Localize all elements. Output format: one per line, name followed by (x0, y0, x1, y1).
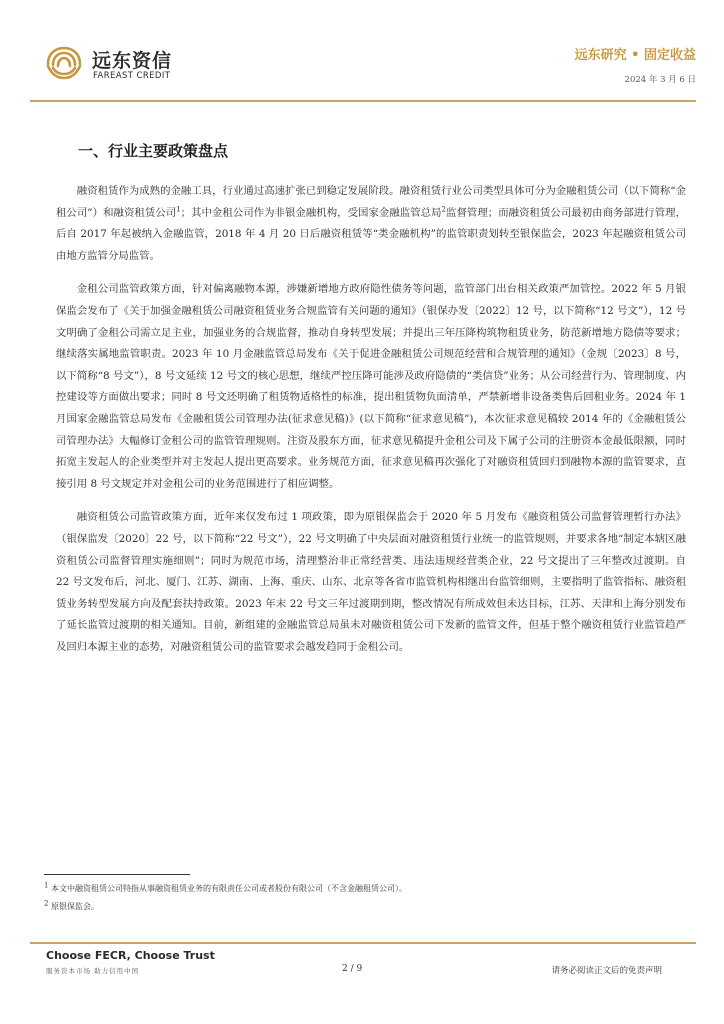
paragraph-3: 融资租赁公司监管政策方面，近年来仅发布过 1 项政策，即为原银保监会于 2020 年 5 月发布《融资租赁公司监督管理暂行办法》（银保监发〔2020〕22 号，以下简称“22 号文”），22 号文明确了中央层面对融资租赁行业统一的监管规则，并要求各地“制定本辖区融资租赁公司监督管理实施细则”；同时为规范市场，清理整治非正常经营类、违法违规经营类企业，22 号文提出了三年整改过渡期。自 22 号文发布后，河北、厦门、江苏、湖南、上海、重庆、山东、北京等各省市监管机构相继出台监管细则，主要指明了监管指标、融资租赁业务转型发展方向及配套扶持政策。2023 年末 22 号文三年过渡期到期，整改情况有所成效但未达目标，江苏、天津和上海分别发布了延长监管过渡期的相关通知。目前，新组建的金融监管总局虽未对融资租赁公司下发新的监管文件，但基于整个融资租赁行业监管趋严及回归本源主业的态势，对融资租赁公司的监管要求会越发趋同于金租公司。 (56, 511, 686, 653)
footer-subtitle: 服务资本市场 助力信用中国 (46, 967, 140, 975)
paragraph-1-text-a: 融资租赁作为成熟的金融工具，行业通过高速扩张已到稳定发展阶段。融资租赁行业公司类型具体可分为金融租赁公司（以下简称“金租公司”）和融资租赁公司 (56, 185, 686, 219)
section-title: 一、行业主要政策盘点 (78, 142, 229, 160)
paragraph-1 (56, 181, 686, 267)
document-body (56, 140, 686, 670)
header-info (575, 44, 696, 85)
fareast-logo-icon (42, 44, 86, 84)
logo-english-name: FAREAST CREDIT (93, 71, 171, 81)
footer-divider (30, 942, 696, 944)
header-divider (30, 100, 696, 102)
footnote-number: 1 (44, 881, 49, 890)
footnote-text: 本文中融资租赁公司特指从事融资租赁业务的有限责任公司或者股份有限公司（不含金融租赁公司）。 (51, 884, 408, 893)
paragraph-1-text-c: 监督管理；而融资租赁公司最初由商务部进行管理，后自 2017 年起被纳入金融监管，2018 年 4 月 20 日后融资租赁等“类金融机构”的监管职责划转至银保监会，2023 年起融资租赁公司由地方监管分局监管。 (56, 206, 687, 262)
page-header (0, 0, 724, 104)
paragraph-2: 金租公司监管政策方面，针对偏离融物本源，涉嫌新增地方政府隐性债务等问题，监管部门出台相关政策严加管控。2022 年 5 月银保监会发布了《关于加强金融租赁公司融资租赁业务合规监管有关问题的通知》（银保办发〔2022〕12 号，以下简称“12 号文”），12 号文明确了金租公司需立足主业，加强业务的合规监督，推动自身转型发展；并提出三年压降构筑物租赁业务，防范新增地方隐债等要求；继续落实属地监管职责。2023 年 10 月金融监管总局发布《关于促进金融租赁公司规范经营和合规管理的通知》（金规〔2023〕8 号，以下简称“8 号文”），8 号文延续 12 号文的核心思想，继续严控压降可能涉及政府隐债的“类信贷”业务；从公司经营行为、管理制度、内控建设等方面做出要求；同时 8 号文还明确了租赁物适格性的标准，提出租赁物负面清单，严禁新增非设备类售后回租业务。2024 年 1 月国家金融监管总局发布《金融租赁公司管理办法(征求意见稿)》(以下简称“征求意见稿”)，本次征求意见稿较 2014 年的《金融租赁公司管理办法》大幅修订金租公司的监管管理规则。注资及股东方面，征求意见稿提升金租公司及下属子公司的注册资本金最低限额，同时拓宽主发起人的企业类型并对主发起人提出更高要求。业务规范方面，征求意见稿再次强化了对融资租赁回归到融物本源的监管要求，直接引用 8 号文规定并对金租公司的业务范围进行了相应调整。 (56, 283, 686, 490)
footnotes (44, 882, 684, 918)
fareast-credit-logo (42, 44, 202, 84)
paragraph-1-text-b: ；其中金租公司作为非银金融机构，受国家金融监管总局 (180, 206, 442, 219)
footnote-ref-1[interactable]: 1 (176, 205, 181, 214)
footnote-number: 2 (44, 899, 49, 908)
footnote-text: 原银保监会。 (51, 902, 100, 911)
footer-slogan: Choose FECR, Choose Trust (46, 949, 215, 962)
footnote-1 (44, 882, 684, 896)
footnote-ref-2[interactable]: 2 (441, 205, 446, 214)
logo-chinese-name: 远东资信 (92, 50, 173, 72)
page-number: 2 / 9 (342, 964, 363, 974)
footnote-2 (44, 900, 684, 914)
disclaimer-notice: 请务必阅读正文后的免责声明 (551, 966, 662, 976)
report-category: 远东研究 • 固定收益 (574, 48, 696, 63)
report-date: 2024 年 3 月 6 日 (624, 75, 696, 85)
footnote-divider (44, 874, 190, 875)
